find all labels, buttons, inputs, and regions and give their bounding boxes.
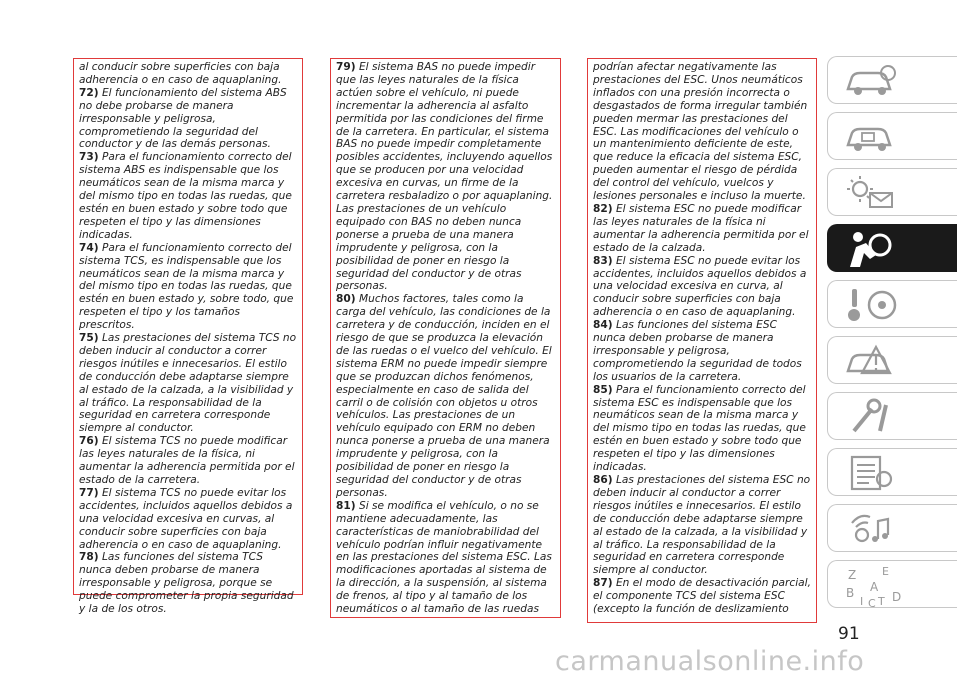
tab-car-info[interactable]: [827, 112, 957, 160]
svg-text:C: C: [868, 597, 876, 610]
note-number: 79): [336, 61, 356, 73]
tab-dashboard[interactable]: [827, 56, 957, 104]
note-text: El sistema ESC no puede modificar las leyes naturales de la física ni aumentar la adherencia permitida por el estado de la calzada.: [593, 202, 809, 254]
note-number: 83): [593, 254, 613, 267]
page-number: 91: [838, 624, 860, 644]
text-column-1: [73, 58, 303, 616]
note-text: Para el funcionamiento correcto del sistema ABS es indispensable que los neumáticos sean de la misma marca y del mismo tipo en todas las ruedas, que estén en buen estado y sobre todo que respeten el tipo y las dimensiones indicadas.: [79, 151, 292, 241]
note-number: 86): [593, 474, 613, 486]
tab-emergency[interactable]: [827, 336, 957, 384]
svg-text:T: T: [878, 595, 885, 608]
note-number: 73): [79, 151, 99, 164]
note-paragraph: [79, 242, 297, 332]
maintenance-icon: [842, 397, 902, 437]
warning-light-message-icon: [842, 173, 902, 213]
note-number: 84): [593, 319, 613, 332]
text-column-3: [587, 58, 817, 623]
note-number: 77): [79, 486, 99, 499]
airbag-safety-icon: [842, 229, 902, 269]
note-text: Para el funcionamiento correcto del sistema ESC es indispensable que los neumáticos sean de la misma marca y del mismo tipo en todas las ruedas, que estén en buen estado y sobre todo que respeten el tipo y las dimensiones indicadas.: [593, 383, 806, 474]
note-text: Muchos factores, tales como la carga del vehículo, las condiciones de la carretera y de conducción, inciden en el riesgo de que se produzca la elevación de las ruedas o el vuelco del vehículo. El sistema ERM no puede impedir siempre que se produzcan dichos fenómenos, especialmente en caso de salida del carril o de colisión con objetos u otros vehículos. Las prestaciones de un vehículo equipado con ERM no deben nunca ponerse a prueba de una manera imprudente y peligrosa, con la posibilidad de poner en riesgo la seguridad del conductor y de otras personas.: [336, 293, 552, 499]
watermark-text: carmanualsonline.info: [555, 646, 865, 677]
note-paragraph: [79, 487, 297, 552]
emergency-icon: [842, 341, 902, 381]
note-text: En el modo de desactivación parcial, el componente TCS del sistema ESC (excepto la función de deslizamiento: [593, 577, 811, 616]
note-paragraph: [593, 203, 811, 255]
note-paragraph: [79, 87, 297, 152]
tab-warning-lights[interactable]: [827, 168, 957, 216]
note-paragraph: [79, 61, 297, 87]
note-paragraph: [79, 435, 297, 487]
starting-driving-icon: [842, 285, 902, 325]
car-dashboard-icon: [842, 61, 902, 101]
note-paragraph: [593, 577, 811, 616]
note-number: 78): [79, 551, 99, 564]
technical-data-icon: [842, 453, 902, 493]
tab-technical-data[interactable]: [827, 448, 957, 496]
note-text: Las funciones del sistema ESC nunca deben probarse de manera irresponsable y peligrosa, comprometiendo la seguridad de todos los usuarios de la carretera.: [593, 319, 802, 383]
tab-safety[interactable]: [827, 224, 957, 272]
note-paragraph: [79, 332, 297, 435]
note-text: Si se modifica el vehículo, o no se mantiene adecuadamente, las características de maniobrabilidad del vehículo podrían influir negativamente en las prestaciones del sistema ESC. Las modificaciones aportadas al sistema de la dirección, a la suspensión, al sistema de frenos, al tipo y al tamaño de los neumáticos o al tamaño de las ruedas: [336, 499, 552, 616]
tab-starting-driving[interactable]: [827, 280, 957, 328]
note-text: al conducir sobre superficies con baja adherencia o en caso de aquaplaning.: [79, 61, 282, 86]
svg-text:I: I: [860, 595, 864, 608]
note-text: Las prestaciones del sistema ESC no deben inducir al conductor a correr riesgos inútiles e innecesarios. El estilo de conducción debe adaptarse siempre al estado de la calzada, a la visibilidad y al tráfico. La responsabilidad de la seguridad en carretera corresponde siempre al conductor.: [593, 474, 811, 577]
car-info-icon: [842, 117, 902, 157]
svg-text:D: D: [892, 590, 902, 604]
note-number: 82): [593, 202, 613, 215]
tab-index[interactable]: [827, 560, 957, 608]
svg-text:A: A: [870, 580, 879, 594]
index-icon: [842, 565, 912, 609]
note-number: 72): [79, 86, 99, 99]
note-number: 80): [336, 293, 356, 306]
note-paragraph: [593, 255, 811, 320]
note-paragraph: [336, 293, 555, 500]
note-number: 76): [79, 435, 99, 448]
svg-text:Z: Z: [848, 568, 857, 582]
note-text: El sistema BAS no puede impedir que las leyes naturales de la física actúen sobre el vehículo, ni puede incrementar la adherencia al asfalto permitida por las condiciones del firme de la carretera. En particular, el sistema BAS no puede impedir completamente posibles accidentes, incluyendo aquellos que se producen por una velocidad excesiva en curvas, un firme de la carretera resbaladizo o por aquaplaning. Las prestaciones de un vehículo equipado con BAS no deben nunca ponerse a prueba de una manera imprudente y peligrosa, con la posibilidad de poner en riesgo la seguridad del conductor y de otras personas.: [336, 61, 553, 293]
note-text: Las prestaciones del sistema TCS no deben inducir al conductor a correr riesgos inútiles e innecesarios. El estilo de conducción debe adaptarse siempre al estado de la calzada, a la visibilidad y al tráfico. La responsabilidad de la seguridad en carretera corresponde siempre al conductor.: [79, 332, 297, 435]
note-paragraph: [336, 500, 555, 616]
note-text: Para el funcionamiento correcto del sistema TCS, es indispensable que los neumáticos sean de la misma marca y del mismo tipo en todas las ruedas, que estén en buen estado y, sobre todo, que respeten el tipo y los tamaños prescritos.: [79, 241, 294, 332]
note-text: El funcionamiento del sistema ABS no debe probarse de manera irresponsable y peligrosa, comprometiendo la seguridad del conductor y de las demás personas.: [79, 86, 287, 151]
note-number: 85): [593, 383, 613, 396]
note-text: El sistema TCS no puede modificar las leyes naturales de la física, ni aumentar la adherencia permitida por el estado de la carretera.: [79, 435, 295, 486]
note-paragraph: [336, 61, 555, 293]
note-paragraph: [593, 319, 811, 384]
note-paragraph: [593, 384, 811, 474]
text-column-2: [330, 58, 561, 618]
note-number: 81): [336, 499, 356, 512]
note-text: podrían afectar negativamente las prestaciones del ESC. Unos neumáticos inflados con una presión incorrecta o desgastados de forma irregular también pueden mermar las prestaciones del ESC. Las modificaciones del vehículo o un mantenimiento deficiente de este, que reduce la eficacia del sistema ESC, pueden aumentar el riesgo de pérdida del control del vehículo, vuelcos y lesiones personales e incluso la muerte.: [593, 61, 808, 203]
tab-maintenance[interactable]: [827, 392, 957, 440]
note-number: 75): [79, 332, 99, 345]
note-paragraph: [79, 551, 297, 616]
note-text: El sistema ESC no puede evitar los accidentes, incluidos aquellos debidos a una velocidad excesiva en curva, al conducir sobre superficies con baja adherencia o en caso de aquaplaning.: [593, 254, 807, 319]
note-paragraph: [593, 474, 811, 577]
note-paragraph: [79, 151, 297, 241]
note-text: El sistema TCS no puede evitar los accidentes, incluidos aquellos debidos a una velocidad excesiva en curvas, al conducir sobre superficies con baja adherencia o en caso de aquaplaning.: [79, 486, 293, 551]
svg-text:E: E: [882, 565, 889, 578]
note-number: 87): [593, 577, 613, 590]
multimedia-icon: [842, 509, 902, 549]
note-number: 74): [79, 241, 99, 254]
tab-multimedia[interactable]: [827, 504, 957, 552]
svg-text:B: B: [846, 586, 855, 600]
note-text: Las funciones del sistema TCS nunca deben probarse de manera irresponsable y peligrosa, porque se puede comprometer la propia seguridad y la de los otros.: [79, 551, 294, 616]
note-paragraph: [593, 61, 811, 203]
